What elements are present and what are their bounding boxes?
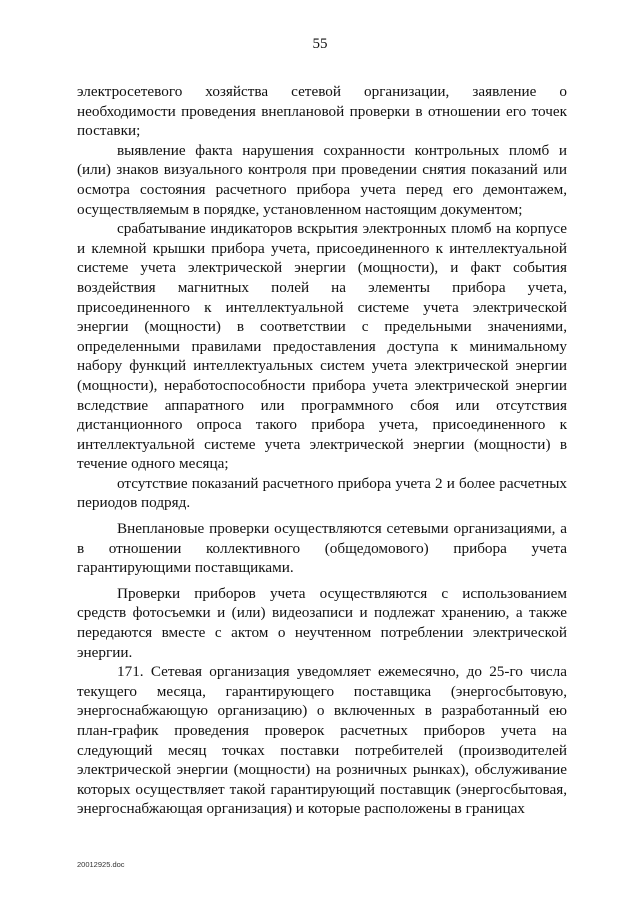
paragraph: срабатывание индикаторов вскрытия электронных пломб на корпусе и клемной крышки прибора учета, присоединенного к интеллектуальной системе учета электрической энергии (мощности), и факт события воздействия магнитных полей на элементы прибора учета, присоединенного к интеллектуальной системе учета электрической энергии (мощности) в соответствии с предельными значениями, определенными правилами предоставления доступа к минимальному набору функций интеллектуальных систем учета электрической энергии (мощности), неработоспособности прибора учета электрической энергии вследствие аппаратного или программного сбоя или отсутствия дистанционного опроса такого прибора учета, присоединенного к интеллектуальной системе учета электрической энергии (мощности) в течение одного месяца; (77, 220, 567, 473)
page-number: 55 (312, 36, 328, 52)
body-text (77, 82, 567, 819)
paragraph: Проверки приборов учета осуществляются с использованием средств фотосъемки и (или) видеозаписи и подлежат хранению, а также передаются вместе с актом о неучтенном потреблении электрической энергии. (77, 584, 567, 661)
paragraph: электросетевого хозяйства сетевой организации, заявление о необходимости проведения внеплановой проверки в отношении его точек поставки; (77, 83, 567, 140)
paragraph: отсутствие показаний расчетного прибора учета 2 и более расчетных периодов подряд. (77, 474, 567, 512)
footer-filename: 20012925.doc (77, 860, 125, 869)
paragraph: Внеплановые проверки осуществляются сетевыми организациями, а в отношении коллективного (общедомового) прибора учета гарантирующими поставщиками. (77, 520, 567, 577)
paragraph: 171. Сетевая организация уведомляет ежемесячно, до 25-го числа текущего месяца, гарантирующего поставщика (энергосбытовую, энергоснабжающую организацию) о включенных в разработанный ею план-график проведения проверок расчетных приборов учета на следующий месяц точках поставки потребителей (производителей электрической энергии (мощности) на розничных рынках), обслуживание которых осуществляет такой гарантирующий поставщик (энергосбытовая, энергоснабжающая организация) и которые расположены в границах (77, 663, 567, 818)
paragraph: выявление факта нарушения сохранности контрольных пломб и (или) знаков визуального контроля при проведении снятия показаний или осмотра состояния расчетного прибора учета перед его демонтажем, осуществляемым в порядке, установленном настоящим документом; (77, 141, 567, 218)
